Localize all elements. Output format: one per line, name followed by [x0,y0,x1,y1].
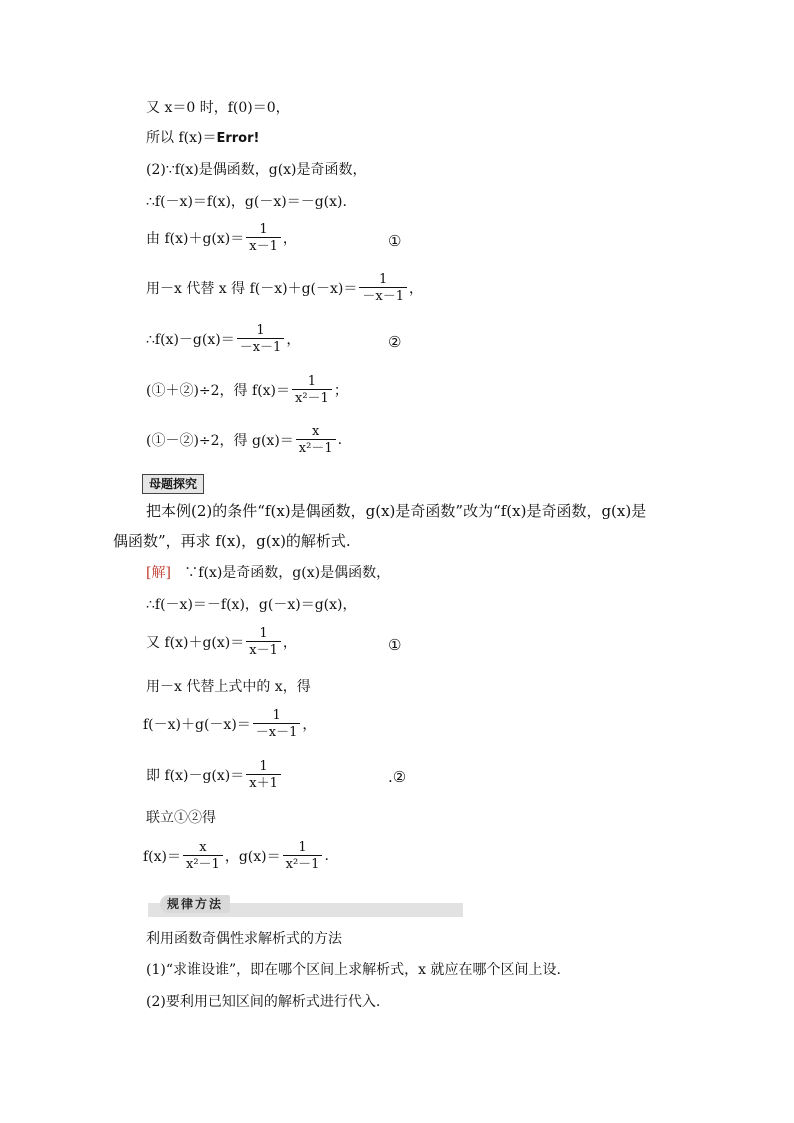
fraction [283,840,323,872]
numerator: 1 [379,272,388,287]
denominator: x－1 [246,237,281,254]
fraction [359,272,407,304]
method-item: (2)要利用已知区间的解析式进行代入. [146,994,381,1010]
equation-number: ① [388,232,402,250]
solution-line: 联立①②得 [146,810,216,826]
denominator: －x－1 [359,287,407,304]
denominator: x²－1 [283,855,323,872]
equation-prefix: f(x)＝ [143,849,182,865]
solve-label: [解] [146,565,171,581]
numerator: 1 [307,374,317,389]
denominator: x²－1 [292,389,332,406]
equation-prefix: 由 f(x)＋g(x)＝ [146,231,245,247]
denominator: x－1 [246,641,281,658]
equation-prefix: (①＋②)÷2，得 f(x)＝ [146,383,291,399]
text-line [146,128,259,149]
equation-row [146,272,423,304]
equation-number: ① [388,636,402,654]
numerator: 1 [256,323,265,338]
equation-number: .② [388,768,407,786]
semicolon: ； [333,383,348,399]
solution-line: ∴f(－x)＝－f(x)，g(－x)＝g(x)， [146,597,357,613]
equation-row [146,626,297,658]
equation-mid: ，g(x)＝ [224,849,281,865]
equation-prefix: ∴f(x)－g(x)＝ [146,332,235,348]
equation-number: ② [388,333,402,351]
numerator: 1 [298,840,307,855]
fraction [246,626,281,658]
text-line: 又 x＝0 时，f(0)＝0， [146,100,290,116]
equation-prefix: f(－x)＋g(－x)＝ [143,717,251,733]
comma: ， [408,281,423,297]
text-prefix: 所以 f(x)＝ [146,130,217,146]
comma: ， [286,332,301,348]
method-banner-label: 规律方法 [160,895,230,913]
fraction [237,323,285,355]
fraction [296,424,336,456]
comma: ， [282,635,297,651]
fraction [246,222,281,254]
comma: ， [282,231,297,247]
solution-line [146,563,390,583]
equation-row [146,424,342,456]
period: . [324,848,329,864]
equation-prefix: 又 f(x)＋g(x)＝ [146,635,245,651]
denominator: －x－1 [237,338,285,355]
denominator: x＋1 [246,774,281,791]
comma: ， [302,717,317,733]
equation-prefix: 用－x 代替 x 得 f(－x)＋g(－x)＝ [146,281,358,297]
text-line: (2)∵f(x)是偶函数，g(x)是奇函数， [146,162,367,178]
method-title: 利用函数奇偶性求解析式的方法 [146,931,342,947]
numerator: 1 [259,759,268,774]
denominator: －x－1 [253,723,301,740]
equation-row [143,708,316,740]
period: . [337,432,343,448]
method-item: (1)“求谁设谁”，即在哪个区间上求解析式，x 就应在哪个区间上设. [146,962,561,978]
denominator: x²－1 [183,855,223,872]
fraction [246,759,281,791]
numerator: 1 [259,222,268,237]
equation-prefix: (①－②)÷2，得 g(x)＝ [146,433,294,449]
numerator: x [312,424,320,439]
numerator: 1 [272,708,281,723]
section-tag: 母题探究 [142,474,204,494]
solution-text: ∵f(x)是奇函数，g(x)是偶函数， [184,565,391,581]
error-text: Error! [216,131,260,146]
equation-row [146,374,348,406]
solution-line: 用－x 代替上式中的 x，得 [146,679,311,695]
numerator: x [199,840,207,855]
equation-prefix: 即 f(x)－g(x)＝ [146,768,245,784]
equation-row [146,222,297,254]
problem-line: 偶函数”，再求 f(x)，g(x)的解析式. [113,532,351,550]
fraction [253,708,301,740]
text-line: ∴f(－x)＝f(x)，g(－x)＝－g(x). [146,194,347,210]
equation-row [143,840,329,872]
fraction [183,840,223,872]
fraction [292,374,332,406]
equation-row [146,759,283,791]
numerator: 1 [259,626,268,641]
problem-line: 把本例(2)的条件“f(x)是偶函数，g(x)是奇函数”改为“f(x)是奇函数，g(x)是 [146,502,647,520]
equation-row [146,323,300,355]
denominator: x²－1 [296,439,336,456]
